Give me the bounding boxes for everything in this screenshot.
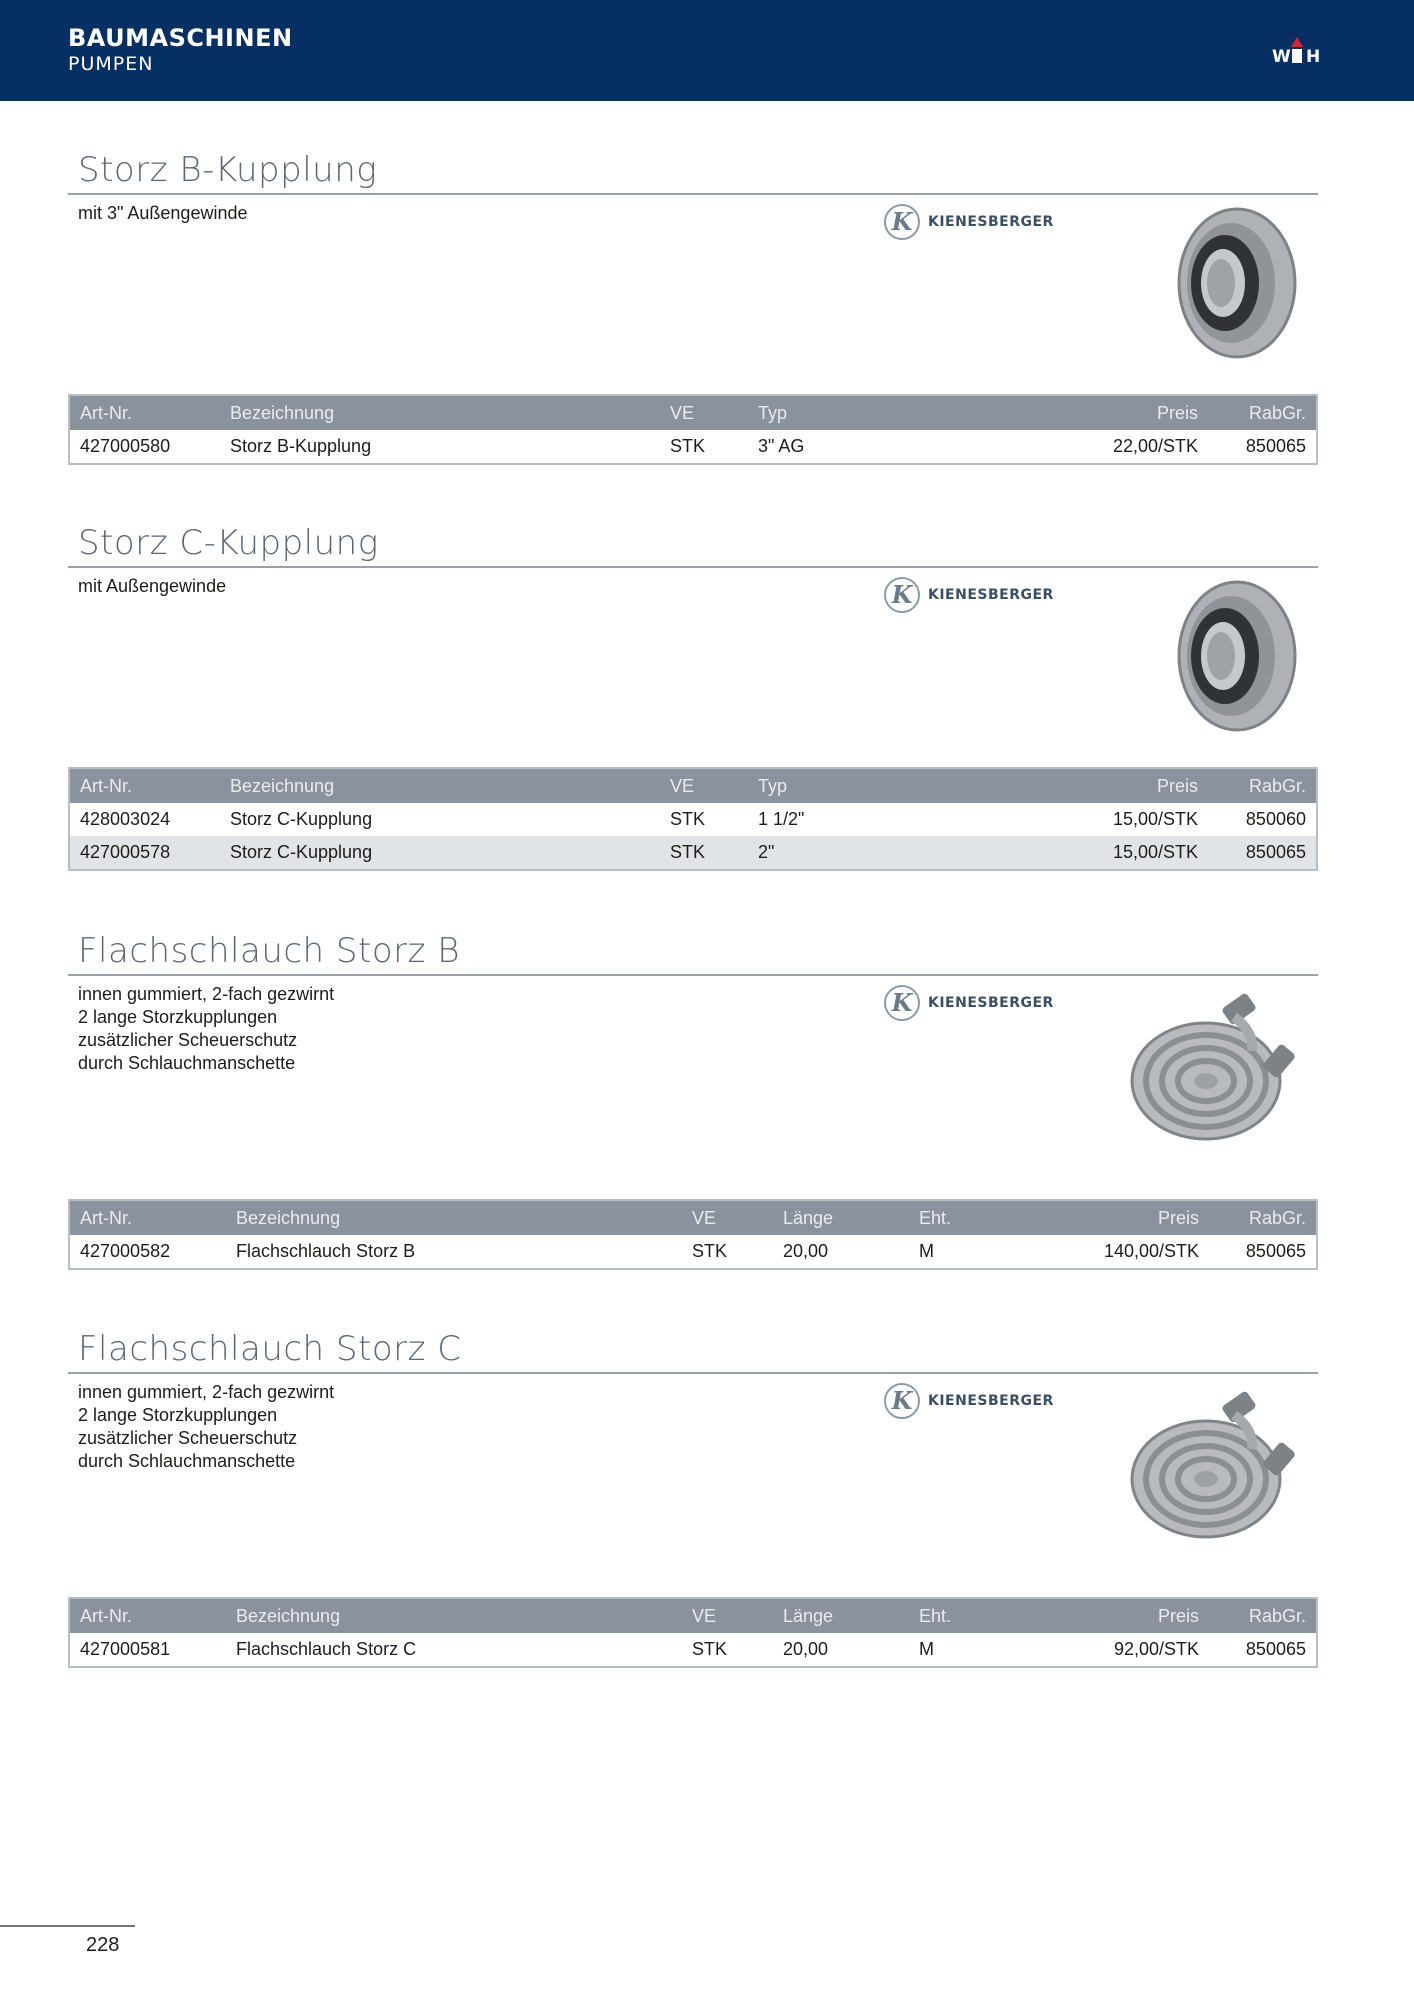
table-row: [69, 836, 1317, 870]
cell-ve: STK: [660, 836, 748, 870]
description-line: 2 lange Storzkupplungen: [78, 1405, 278, 1425]
section-divider: [68, 974, 1318, 976]
cell-laenge: 20,00: [783, 1639, 829, 1659]
product-section-flachschlauch-storz-b: [68, 931, 1318, 1283]
cell-bezeichnung: Flachschlauch Storz C: [236, 1639, 417, 1659]
cell-preis: 140,00/STK: [1103, 1241, 1199, 1261]
table-row: [69, 1235, 1317, 1269]
cell-preis: 22,00/STK: [1112, 436, 1198, 456]
description-line: zusätzlicher Scheuerschutz: [78, 1030, 298, 1050]
brand-logo: K KIENESBERGER: [884, 202, 1064, 246]
page-header: [0, 0, 1414, 101]
cell-ve: STK: [692, 1639, 728, 1659]
column-header: VE: [682, 1200, 773, 1235]
section-title: Storz B-Kupplung: [78, 150, 378, 190]
column-header: Typ: [748, 395, 968, 430]
hose-icon: [1124, 1379, 1304, 1549]
header-title: BAUMASCHINEN: [68, 24, 293, 52]
wh-logo-icon: [1272, 34, 1324, 66]
column-header: Art-Nr.: [69, 395, 220, 430]
brand-logo: K KIENESBERGER: [884, 575, 1064, 619]
column-header: Bezeichnung: [226, 1200, 682, 1235]
svg-text:H: H: [1306, 47, 1321, 66]
column-header: Preis: [968, 768, 1208, 803]
section-description: [78, 575, 226, 598]
column-header: Bezeichnung: [220, 395, 660, 430]
description-line: innen gummiert, 2-fach gezwirnt: [78, 1382, 335, 1402]
description-line: zusätzlicher Scheuerschutz: [78, 1428, 298, 1448]
cell-art-nr: 427000582: [80, 1241, 171, 1261]
cell-rabgr: 850065: [1245, 436, 1306, 456]
product-table: [68, 1199, 1318, 1270]
column-header: Art-Nr.: [69, 1200, 226, 1235]
column-header: Art-Nr.: [69, 1598, 226, 1633]
brand-name: KIENESBERGER: [928, 587, 1054, 603]
brand-logo: K KIENESBERGER: [884, 1381, 1064, 1425]
column-header: Preis: [968, 395, 1208, 430]
column-header: RabGr.: [1209, 1200, 1317, 1235]
cell-ve: STK: [670, 809, 706, 829]
cell-eht: M: [919, 1241, 934, 1261]
section-divider: [68, 1372, 1318, 1374]
column-header: VE: [682, 1598, 773, 1633]
cell-ve: STK: [670, 436, 706, 456]
product-section-storz-b-kupplung: [68, 150, 1318, 470]
header-subtitle: PUMPEN: [68, 53, 154, 75]
column-header: RabGr.: [1209, 1598, 1317, 1633]
column-header: VE: [660, 768, 748, 803]
table-header-row: [69, 395, 1317, 430]
brand-logo: K KIENESBERGER: [884, 983, 1064, 1027]
cell-art-nr: 427000580: [80, 436, 171, 456]
column-header: RabGr.: [1208, 395, 1317, 430]
cell-typ: 1 1/2": [758, 809, 805, 829]
cell-preis: 15,00/STK: [968, 836, 1208, 870]
description-line: 2 lange Storzkupplungen: [78, 1007, 278, 1027]
description-line: innen gummiert, 2-fach gezwirnt: [78, 984, 335, 1004]
column-header: Preis: [1039, 1598, 1209, 1633]
hose-icon: [1124, 981, 1304, 1151]
column-header: Länge: [773, 1200, 909, 1235]
product-table: [68, 394, 1318, 465]
svg-text:W: W: [1272, 47, 1291, 66]
product-table: [68, 1597, 1318, 1668]
cell-rabgr: 850060: [1245, 809, 1306, 829]
column-header: VE: [660, 395, 748, 430]
column-header: Länge: [773, 1598, 909, 1633]
cell-laenge: 20,00: [783, 1241, 829, 1261]
cell-bezeichnung: Storz B-Kupplung: [230, 436, 372, 456]
brand-name: KIENESBERGER: [928, 214, 1054, 230]
column-header: Eht.: [909, 1598, 1039, 1633]
cell-typ: 3" AG: [758, 436, 805, 456]
table-row: [69, 430, 1317, 464]
section-title: Flachschlauch Storz B: [78, 931, 461, 971]
product-table: [68, 767, 1318, 871]
section-description: [78, 202, 248, 225]
column-header: Bezeichnung: [220, 768, 660, 803]
cell-preis: 15,00/STK: [1112, 809, 1198, 829]
brand-name: KIENESBERGER: [928, 995, 1054, 1011]
section-divider: [68, 193, 1318, 195]
page-number: 228: [86, 1934, 120, 1956]
cell-ve: STK: [692, 1241, 728, 1261]
table-header-row: [69, 1200, 1317, 1235]
description-line: durch Schlauchmanschette: [78, 1053, 296, 1073]
section-divider: [68, 566, 1318, 568]
column-header: Bezeichnung: [226, 1598, 682, 1633]
cell-typ: 2": [748, 836, 968, 870]
cell-eht: M: [919, 1639, 934, 1659]
cell-bezeichnung: Storz C-Kupplung: [230, 809, 373, 829]
column-header: Typ: [748, 768, 968, 803]
product-section-flachschlauch-storz-c: [68, 1329, 1318, 1681]
column-header: Eht.: [909, 1200, 1039, 1235]
column-header: Preis: [1039, 1200, 1209, 1235]
table-header-row: [69, 768, 1317, 803]
cell-rabgr: 850065: [1208, 836, 1317, 870]
cell-preis: 92,00/STK: [1113, 1639, 1199, 1659]
table-row: [69, 803, 1317, 836]
table-header-row: [69, 1598, 1317, 1633]
section-description: [78, 983, 334, 1075]
coupling-icon: [1173, 205, 1298, 360]
cell-bezeichnung: Storz C-Kupplung: [220, 836, 660, 870]
cell-art-nr: 428003024: [80, 809, 171, 829]
cell-rabgr: 850065: [1245, 1639, 1306, 1659]
cell-bezeichnung: Flachschlauch Storz B: [236, 1241, 416, 1261]
section-title: Flachschlauch Storz C: [78, 1329, 462, 1369]
section-description: [78, 1381, 334, 1473]
column-header: Art-Nr.: [69, 768, 220, 803]
coupling-icon: [1173, 578, 1298, 733]
table-row: [69, 1633, 1317, 1667]
column-header: RabGr.: [1208, 768, 1317, 803]
description-line: durch Schlauchmanschette: [78, 1451, 296, 1471]
brand-name: KIENESBERGER: [928, 1393, 1054, 1409]
cell-art-nr: 427000581: [80, 1639, 171, 1659]
product-section-storz-c-kupplung: [68, 523, 1318, 883]
description-line: mit 3" Außengewinde: [78, 203, 248, 223]
description-line: mit Außengewinde: [78, 576, 227, 596]
cell-art-nr: 427000578: [69, 836, 220, 870]
footer-divider: [0, 1925, 135, 1927]
cell-rabgr: 850065: [1245, 1241, 1306, 1261]
section-title: Storz C-Kupplung: [78, 523, 379, 563]
